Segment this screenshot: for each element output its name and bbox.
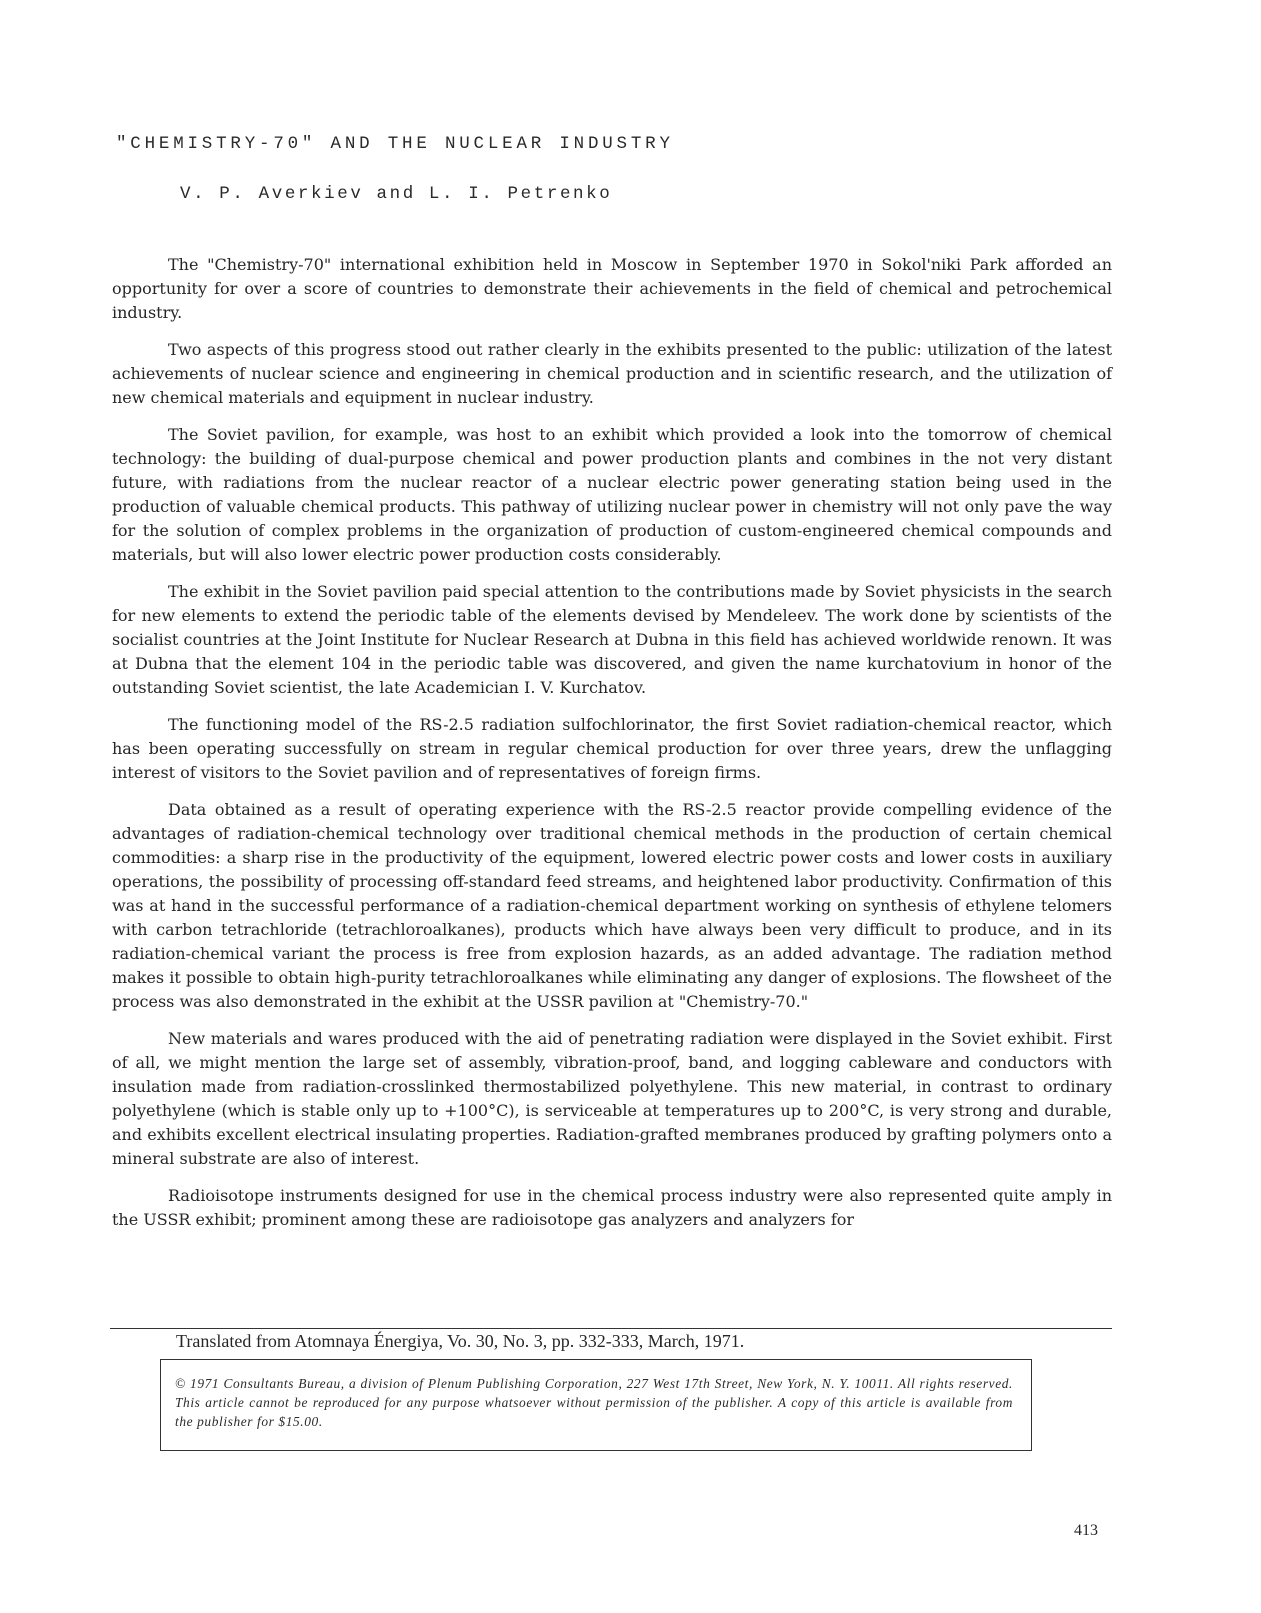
footnote-divider <box>110 1328 1112 1329</box>
article-title: "CHEMISTRY-70" AND THE NUCLEAR INDUSTRY <box>116 134 674 154</box>
article-body <box>112 253 1112 1245</box>
paragraph: The exhibit in the Soviet pavilion paid special attention to the contributions made by Soviet physicists in the search for new elements to extend the periodic table of the elements devised by Mendeleev. The work done by scientists of the socialist countries at the Joint Institute for Nuclear Research at Dubna in this field has achieved worldwide renown. It was at Dubna that the element 104 in the periodic table was discovered, and given the name kurchatovium in honor of the outstanding Soviet scientist, the late Academician I. V. Kurchatov. <box>112 582 1112 697</box>
paragraph: Two aspects of this progress stood out rather clearly in the exhibits presented to the public: utilization of the latest achievements of nuclear science and engineering in chemical production and in scientific research, and the utilization of new chemical materials and equipment in nuclear industry. <box>112 340 1112 407</box>
paragraph: Data obtained as a result of operating experience with the RS-2.5 reactor provide compelling evidence of the advantages of radiation-chemical technology over traditional chemical methods in the production of certain chemical commodities: a sharp rise in the productivity of the equipment, lowered electric power costs and lower costs in auxiliary operations, the possibility of processing off-standard feed streams, and heightened labor productivity. Confirmation of this was at hand in the successful performance of a radiation-chemical department working on synthesis of ethylene telomers with carbon tetrachloride (tetrachloroalkanes), products which have always been very difficult to produce, and in its radiation-chemical variant the process is free from explosion hazards, as an added advantage. The radiation method makes it possible to obtain high-purity tetrachloroalkanes while eliminating any danger of explosions. The flowsheet of the process was also demonstrated in the exhibit at the USSR pavilion at "Chemistry-70." <box>112 800 1112 1011</box>
page-number: 413 <box>1074 1522 1098 1539</box>
copyright-box <box>160 1359 1032 1451</box>
paragraph: New materials and wares produced with the aid of penetrating radiation were displayed in the Soviet exhibit. First of all, we might mention the large set of assembly, vibration-proof, band, and logging cableware and conductors with insulation made from radiation-crosslinked thermostabilized polyethylene. This new material, in contrast to ordinary polyethylene (which is stable only up to +100°C), is serviceable at temperatures up to 200°C, is very strong and durable, and exhibits excellent electrical insulating properties. Radiation-grafted membranes produced by grafting polymers onto a mineral substrate are also of interest. <box>112 1029 1112 1168</box>
copyright-notice: © 1971 Consultants Bureau, a division of Plenum Publishing Corporation, 227 West 17th Street, New York, N. Y. 10011. All rights reserved. This article cannot be reproduced for any purpose whatsoever without permission of the publisher. A copy of this article is available from the publisher for $15.00. <box>175 1376 1013 1429</box>
paragraph: The "Chemistry-70" international exhibition held in Moscow in September 1970 in Sokol'niki Park afforded an opportunity for over a score of countries to demonstrate their achievements in the field of chemical and petrochemical industry. <box>112 255 1112 322</box>
paragraph: The functioning model of the RS-2.5 radiation sulfochlorinator, the first Soviet radiation-chemical reactor, which has been operating successfully on stream in regular chemical production for over three years, drew the unflagging interest of visitors to the Soviet pavilion and of representatives of foreign firms. <box>112 715 1112 782</box>
article-authors: V. P. Averkiev and L. I. Petrenko <box>180 184 613 204</box>
translation-source: Translated from Atomnaya Énergiya, Vo. 30, No. 3, pp. 332-333, March, 1971. <box>176 1331 745 1351</box>
paragraph: Radioisotope instruments designed for use in the chemical process industry were also represented quite amply in the USSR exhibit; prominent among these are radioisotope gas analyzers and analyzers for <box>112 1186 1112 1229</box>
paragraph: The Soviet pavilion, for example, was host to an exhibit which provided a look into the tomorrow of chemical technology: the building of dual-purpose chemical and power production plants and combines in the not very distant future, with radiations from the nuclear reactor of a nuclear electric power generating station being used in the production of valuable chemical products. This pathway of utilizing nuclear power in chemistry will not only pave the way for the solution of complex problems in the organization of production of custom-engineered chemical compounds and materials, but will also lower electric power production costs considerably. <box>112 425 1112 564</box>
